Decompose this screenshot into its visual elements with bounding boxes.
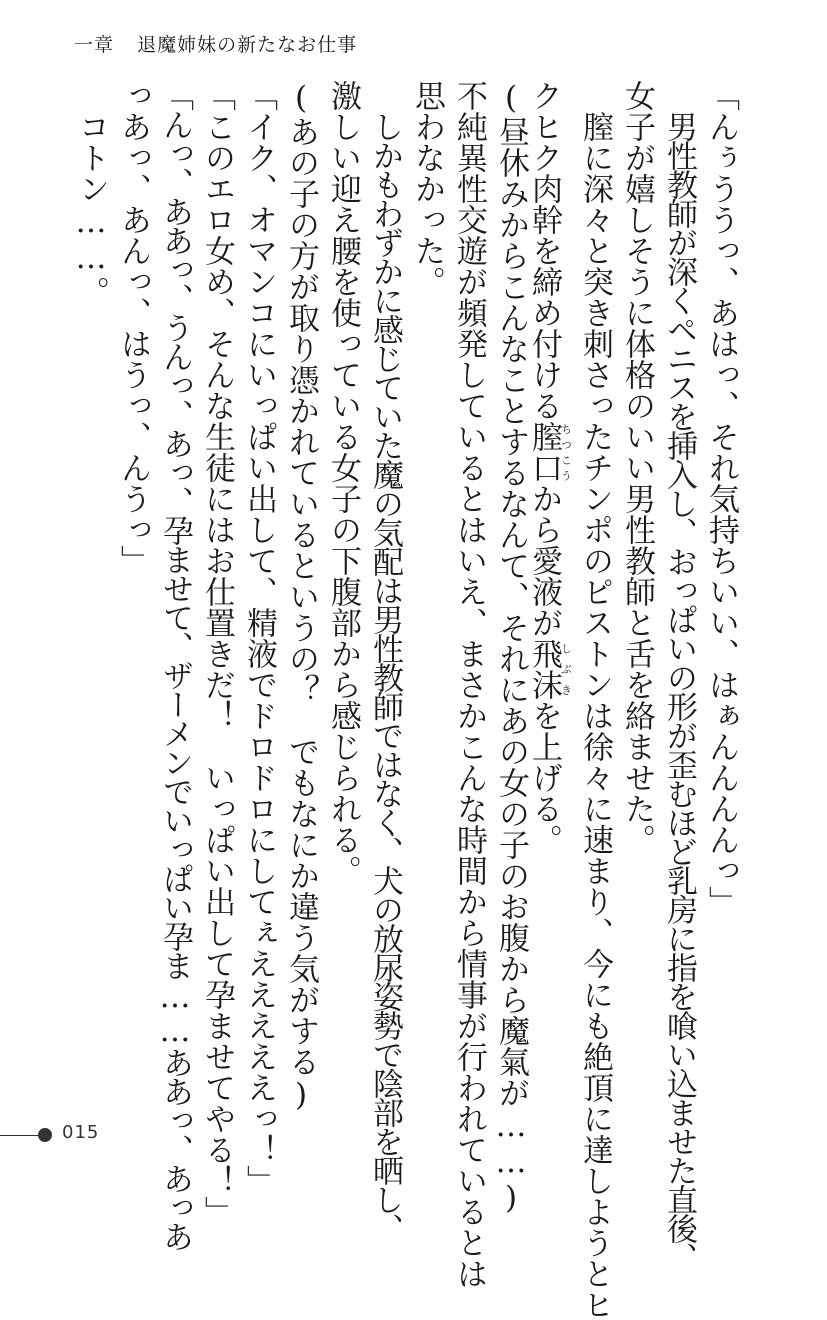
text-column-5: クヒク肉幹を締め付ける膣口ちつこうから愛液が飛沫しぶきを上げる。 xyxy=(526,80,573,855)
text-column-14: 「んっ、ああっ、うんっ、あっ、孕ませて、ザーメンでいっぱい孕ま……ああっ、あっあ xyxy=(157,80,193,1250)
text-column-6: (昼休みからこんなことするなんて、それにあの女の子のお腹から魔氣が……) xyxy=(493,80,529,1216)
ruby-text-chikkou: ちつこう xyxy=(559,421,573,483)
text-column-8: 思わなかった。 xyxy=(409,80,445,297)
text-column-10: 激しい迎え腰を使っている女子の下腹部から感じられる。 xyxy=(325,80,361,886)
text-column-1: 「んぅううっ、あはっ、それ気持ちいい、はぁんんんんっ」 xyxy=(703,80,739,917)
chapter-label: 一章 xyxy=(74,34,115,56)
page-number: 015 xyxy=(62,1122,100,1143)
ruby-text-shibuki: しぶき xyxy=(559,638,573,700)
footer-dot-icon xyxy=(38,1128,52,1142)
chapter-title: 退魔姉妹の新たなお仕事 xyxy=(137,34,358,56)
text-column-7: 不純異性交遊が頻発しているとはいえ、まさかこんな時間から情事が行われているとは xyxy=(451,80,487,1289)
text-column-3: 女子が嬉しそうに体格のいい男性教師と舌を絡ませた。 xyxy=(619,80,655,855)
text-column-2: 男性教師が深くペニスを挿入し、おっぱいの形が歪むほど乳房に指を喰い込ませた直後、 xyxy=(661,111,697,1271)
text-column-13: 「このエロ女め、そんな生徒にはお仕置きだ！ いっぱい出して孕ませてやる！」 xyxy=(199,80,235,1227)
text-column-15: っあっ、あんっ、はうっ、んうっ」 xyxy=(115,80,151,576)
ruby-shibuki: 飛沫しぶき xyxy=(526,638,573,700)
running-header xyxy=(74,30,357,57)
ruby-chikkou: 膣口ちつこう xyxy=(526,421,573,483)
text-column-11: (あの子の方が取り憑かれているというの？ でもなにか違う気がする) xyxy=(283,80,319,1113)
text-column-4: 膣に深々と突き刺さったチンポのピストンは徐々に速まり、今にも絶頂に達しようとヒ xyxy=(577,111,613,1320)
text-column-9: しかもわずかに感じていた魔の気配は男性教師ではなく、犬の放尿姿勢で陰部を晒し、 xyxy=(367,111,403,1242)
text-column-16: コトン……。 xyxy=(73,111,109,307)
footer-rule xyxy=(0,1135,40,1136)
text-column-12: 「イク、オマンコにいっぱい出して、精液でドロドロにしてぇえええええっ！」 xyxy=(241,80,277,1196)
